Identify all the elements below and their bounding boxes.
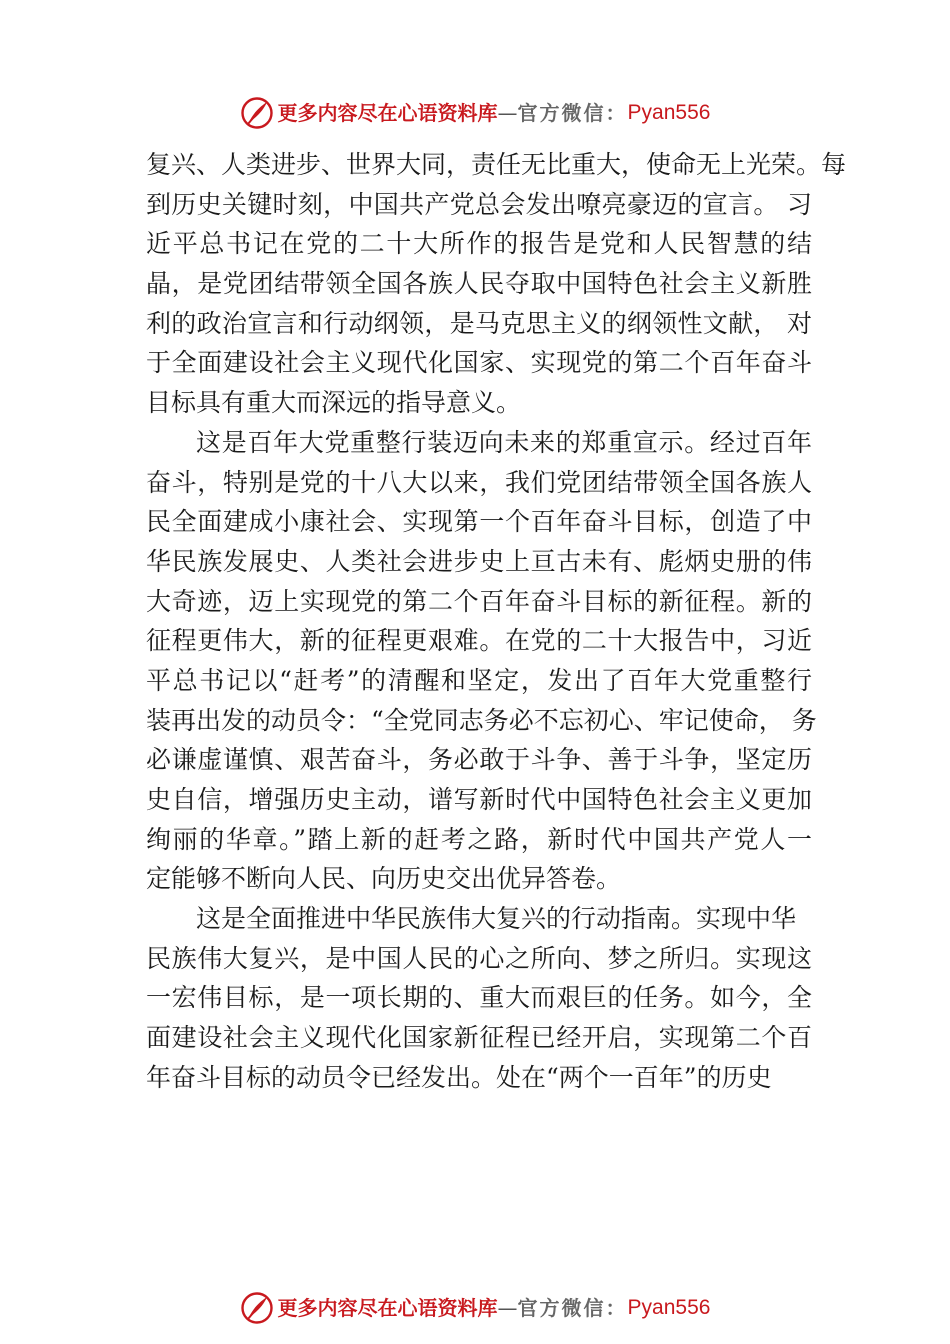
text-line: 利的政治宣言和行动纲领，是马克思主义的纲领性文献， 对 (146, 308, 812, 338)
text-line: 到历史关键时刻，中国共产党总会发出嘹亮豪迈的宣言。 习 (146, 189, 812, 219)
text-line: 史自信，增强历史主动，谱写新时代中国特色社会主义更加 (146, 785, 812, 814)
text-line: 面建设社会主义现代化国家新征程已经开启，实现第二个百 (146, 1023, 812, 1053)
text-line: 征程更伟大，新的征程更艰难。在党的二十大报告中，习近 (146, 626, 812, 656)
text-line: 一宏伟目标，是一项长期的、重大而艰巨的任务。如今，全 (146, 983, 812, 1013)
text-line: 晶，是党团结带领全国各族人民夺取中国特色社会主义新胜 (146, 269, 812, 299)
quill-seal-logo-icon (240, 96, 274, 130)
text-line: 平总书记以“赶考”的清醒和坚定，发出了百年大党重整行 (146, 665, 812, 695)
paragraph-1 (146, 145, 847, 423)
footer-watermark-banner (0, 1288, 950, 1328)
header-watermark-banner (0, 93, 950, 133)
banner-separator: — (497, 1296, 518, 1320)
banner-wechat-label: 官方微信： (517, 1296, 628, 1320)
banner-separator: — (497, 101, 518, 125)
text-line: 装再出发的动员令：“全党同志务必不忘初心、牢记使命， 务 (146, 705, 817, 735)
quill-seal-logo-icon (240, 1291, 274, 1325)
paragraph-3 (146, 899, 812, 1097)
banner-brand-text: 更多内容尽在心语资料库 (277, 1296, 498, 1320)
text-line: 复兴、人类进步、世界大同，责任无比重大，使命无上光荣。每 (146, 150, 847, 179)
text-line: 民族伟大复兴，是中国人民的心之所向、梦之所归。实现这 (146, 943, 812, 973)
text-line: 大奇迹，迈上实现党的第二个百年奋斗目标的新征程。新的 (146, 586, 812, 616)
document-body (146, 145, 847, 1098)
text-line: 这是全面推进中华民族伟大复兴的行动指南。实现中华 (196, 904, 797, 934)
text-line: 目标具有重大而深远的指导意义。 (146, 388, 522, 418)
text-line: 华民族发展史、人类社会进步史上亘古未有、彪炳史册的伟 (146, 546, 812, 576)
text-line: 近平总书记在党的二十大所作的报告是党和人民智慧的结 (146, 229, 812, 259)
banner-wechat-id: Pyan556 (627, 1296, 711, 1319)
banner-brand-text: 更多内容尽在心语资料库 (277, 101, 498, 125)
text-line: 绚丽的华章。”踏上新的赶考之路，新时代中国共产党人一 (146, 824, 812, 854)
banner-wechat-id: Pyan556 (627, 101, 711, 124)
text-line: 年奋斗目标的动员令已经发出。处在“两个一百年”的历史 (146, 1062, 772, 1092)
text-line: 于全面建设社会主义现代化国家、实现党的第二个百年奋斗 (146, 348, 812, 378)
text-line: 定能够不断向人民、向历史交出优异答卷。 (146, 864, 622, 894)
text-line: 奋斗，特别是党的十八大以来，我们党团结带领全国各族人 (146, 467, 812, 497)
paragraph-2 (146, 423, 817, 899)
text-line: 必谦虚谨慎、艰苦奋斗，务必敢于斗争、善于斗争，坚定历 (146, 745, 812, 775)
text-line: 这是百年大党重整行装迈向未来的郑重宣示。经过百年 (196, 427, 812, 457)
text-line: 民全面建成小康社会、实现第一个百年奋斗目标，创造了中 (146, 507, 812, 537)
banner-wechat-label: 官方微信： (517, 101, 628, 125)
